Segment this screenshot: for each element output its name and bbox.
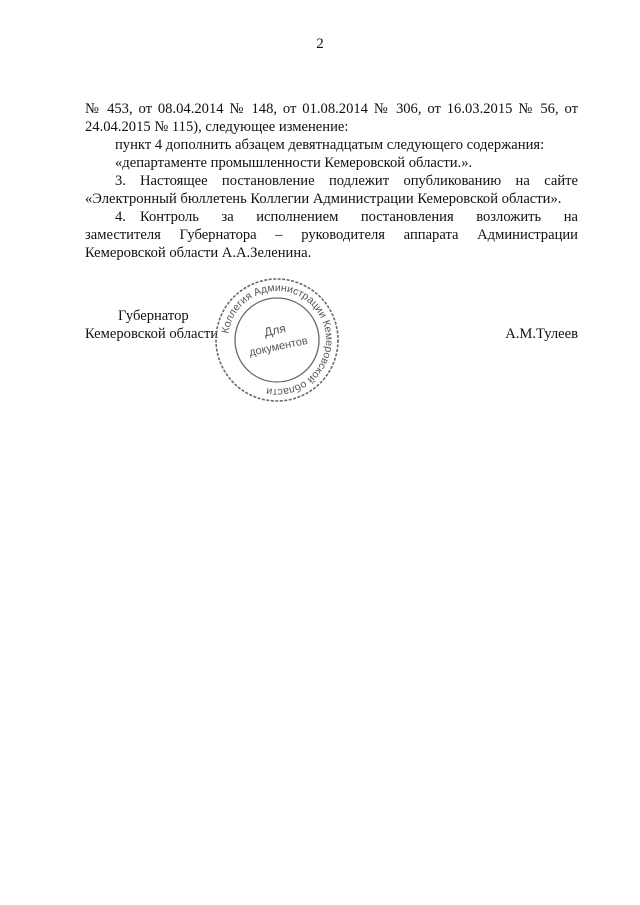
paragraph-line: 24.04.2015 № 115), следующее изменение: [85, 119, 349, 135]
paragraph-line: пункт 4 дополнить абзацем девятнадцатым следующего содержания: [115, 137, 545, 153]
stamp-center-text: Для [262, 321, 287, 340]
page-number: 2 [316, 36, 324, 52]
signatory-title: Губернатор [118, 308, 189, 324]
signatory-name: А.М.Тулеев [505, 326, 578, 342]
numbered-item-3 [85, 172, 578, 190]
paragraph-line: «департаменте промышленности Кемеровской области.». [115, 155, 473, 171]
paragraph-line: № 453, от 08.04.2014 № 148, от 01.08.2014 № 306, от 16.03.2015 № 56, от [85, 101, 578, 117]
stamp-outer-ring [216, 279, 338, 401]
document-body [85, 100, 578, 262]
stamp-ring-text: Коллегия Администрации Кемеровской области [219, 281, 336, 399]
signatory-region: Кемеровской области [85, 326, 219, 342]
stamp-center-text: документов [248, 334, 309, 359]
paragraph-line: «Электронный бюллетень Коллегии Администрации Кемеровской области». [85, 191, 562, 207]
official-stamp [213, 276, 341, 404]
item-text: Контроль за исполнением постановления возложить на [139, 209, 578, 225]
item-number: 3. [115, 173, 126, 189]
paragraph-line: заместителя Губернатора – руководителя аппарата Администрации [85, 227, 578, 243]
item-text: Настоящее постановление подлежит опубликованию на сайте [139, 173, 578, 189]
item-number: 4. [115, 209, 126, 225]
paragraph-line: Кемеровской области А.А.Зеленина. [85, 245, 312, 261]
numbered-item-4 [85, 208, 578, 226]
